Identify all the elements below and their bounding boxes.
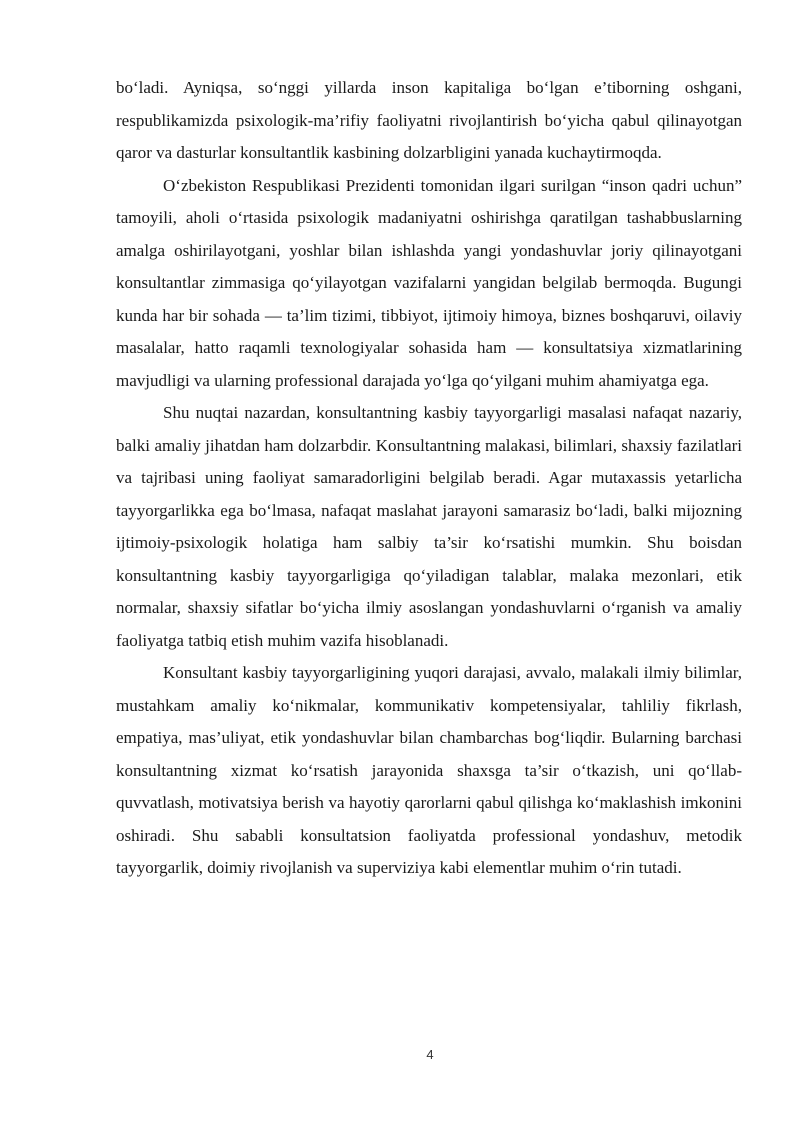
paragraph-president-principle: O‘zbekiston Respublikasi Prezidenti tomonidan ilgari surilgan “inson qadri uchun” tamoyili, aholi o‘rtasida psixologik madaniyatni oshirishga qaratilgan tashabbuslarning amalga oshirilayotgani, yoshlar bilan ishlashda yangi yondashuvlar joriy qilinayotgani konsultantlar zimmasiga qo‘yilayotgan vazifalarni yangidan belgilab bermoqda. Bugungi kunda har bir sohada — ta’lim tizimi, tibbiyot, ijtimoiy himoya, biznes boshqaruvi, oilaviy masalalar, hatto raqamli texnologiyalar sohasida ham — konsultatsiya xizmatlarining mavjudligi va ularning professional darajada yo‘lga qo‘yilgani muhim ahamiyatga ega.	[116, 175, 742, 390]
paragraph-professional-readiness: Shu nuqtai nazardan, konsultantning kasbiy tayyorgarligi masalasi nafaqat nazariy, balki amaliy jihatdan ham dolzarbdir. Konsultantning malakasi, bilimlari, shaxsiy fazilatlari va tajribasi uning faoliyat samaradorligini belgilab beradi. Agar mutaxassis yetarlicha tayyorgarlikka ega bo‘lmasa, nafaqat maslahat jarayoni samarasiz bo‘ladi, balki mijozning ijtimoiy-psixologik holatiga ham salbiy ta’sir ko‘rsatishi mumkin. Shu boisdan konsultantning kasbiy tayyorgarligiga qo‘yiladigan talablar, malaka mezonlari, etik normalar, shaxsiy sifatlar bo‘yicha ilmiy asoslangan yondashuvlarni o‘rganish va amaliy faoliyatga tatbiq etish muhim vazifa hisoblanadi.	[116, 403, 742, 650]
page-number: 4	[426, 1047, 434, 1062]
document-body	[116, 72, 742, 885]
paragraph-continuation: bo‘ladi. Ayniqsa, so‘nggi yillarda inson kapitaliga bo‘lgan e’tiborning oshgani, respublikamizda psixologik-ma’rifiy faoliyatni rivojlantirish bo‘yicha qabul qilinayotgan qaror va dasturlar konsultantlik kasbining dolzarbligini yanada kuchaytirmoqda.	[116, 78, 742, 162]
paragraph-high-level-readiness: Konsultant kasbiy tayyorgarligining yuqori darajasi, avvalo, malakali ilmiy bilimlar, mustahkam amaliy ko‘nikmalar, kommunikativ kompetensiyalar, tahliliy fikrlash, empatiya, mas’uliyat, etik yondashuvlar bilan chambarchas bog‘liqdir. Bularning barchasi konsultantning xizmat ko‘rsatish jarayonida shaxsga ta’sir o‘tkazish, uni qo‘llab-quvvatlash, motivatsiya berish va hayotiy qarorlarni qabul qilishga ko‘maklashish imkonini oshiradi. Shu sababli konsultatsion faoliyatda professional yondashuv, metodik tayyorgarlik, doimiy rivojlanish va superviziya kabi elementlar muhim o‘rin tutadi.	[116, 663, 742, 877]
